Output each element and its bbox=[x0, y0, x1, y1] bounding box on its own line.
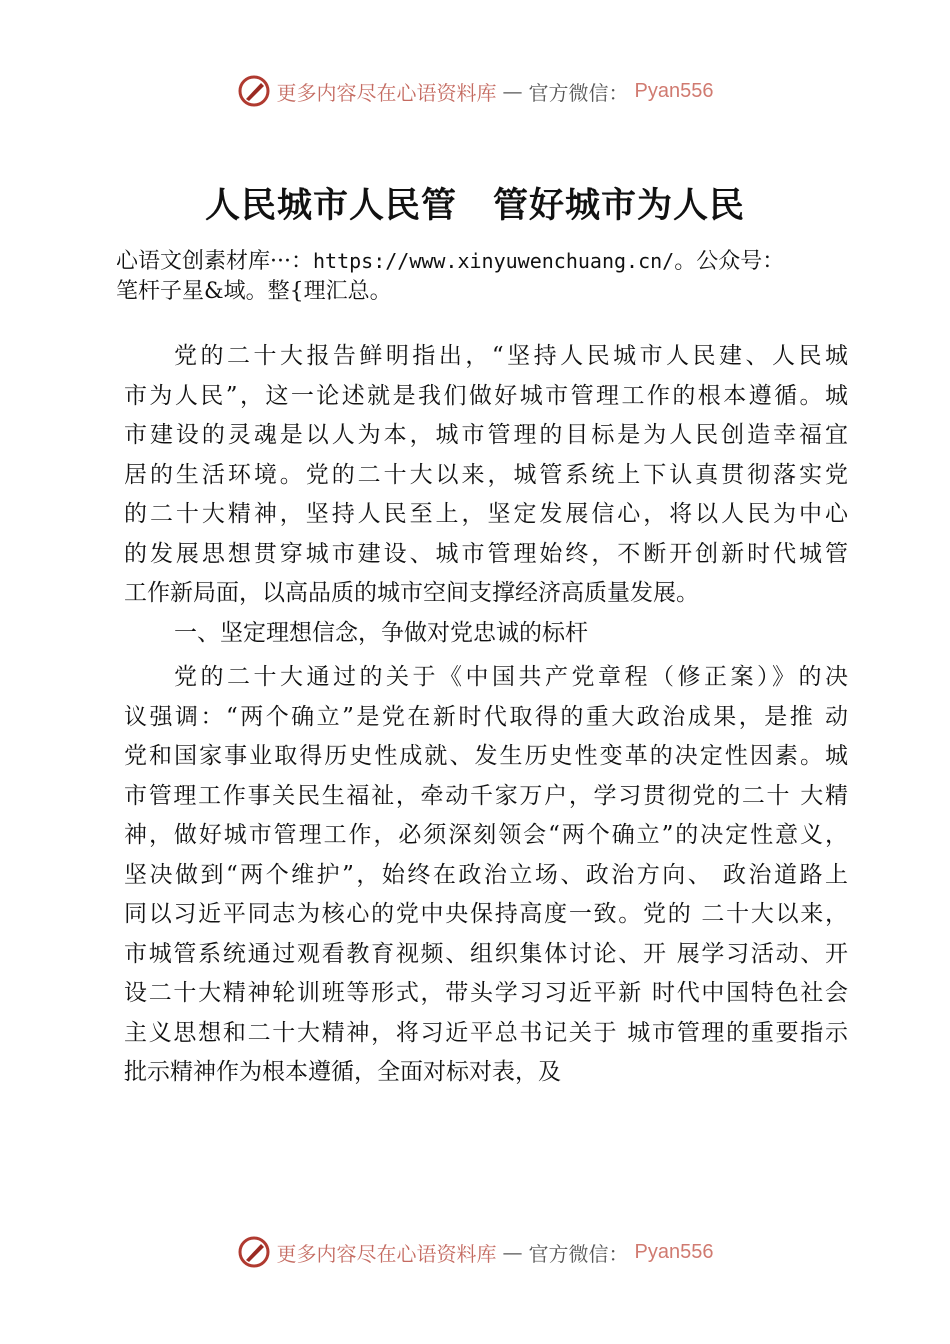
text-line: 的发展思想贯穿城市建设、城市管理始终，不断开创新时代城管 bbox=[124, 540, 848, 567]
banner-wechat-label: 官方微信： bbox=[528, 1241, 629, 1266]
text-line: 党的二十大通过的关于《中国共产党章程（修正案）》的决 bbox=[174, 664, 848, 690]
text-line: 市城管系统通过观看教育视频、组织集体讨论、开 展学习活动、开 bbox=[124, 940, 848, 967]
source-suffix: 。公众号： bbox=[674, 249, 785, 274]
banner-wechat-id: Pyan556 bbox=[634, 79, 714, 102]
source-url[interactable]: https://www.xinyuwenchuang.cn/ bbox=[312, 249, 675, 273]
paragraph-2 bbox=[124, 658, 848, 1093]
text-line: 坚决做到“两个维护”，始终在政治立场、政治方向、 政治道路上 bbox=[124, 861, 848, 888]
text-line: 居的生活环境。党的二十大以来，城管系统上下认真贯彻落实党 bbox=[124, 461, 848, 488]
banner-wechat-label: 官方微信： bbox=[528, 80, 629, 105]
banner-text: 更多内容尽在心语资料库 bbox=[276, 80, 497, 105]
text-line: 议强调：“两个确立”是党在新时代取得的重大政治成果，是推 动 bbox=[124, 703, 848, 730]
text-line: 工作新局面，以高品质的城市空间支撑经济高质量发展。 bbox=[124, 580, 699, 606]
text-line: 设二十大精神轮训班等形式，带头学习习近平新 时代中国特色社会 bbox=[124, 980, 848, 1006]
text-line: 党和国家事业取得历史性成就、发生历史性变革的决定性因素。城 bbox=[124, 743, 848, 769]
pen-logo-icon bbox=[237, 1235, 271, 1269]
source-note bbox=[116, 246, 846, 307]
text-line: 神，做好城市管理工作，必须深刻领会“两个确立”的决定性意义， bbox=[124, 822, 848, 848]
pen-logo-icon bbox=[237, 74, 271, 108]
header-watermark-banner bbox=[0, 74, 950, 108]
document-title: 人民城市人民管 管好城市为人民 bbox=[204, 185, 745, 226]
banner-dash: — bbox=[502, 79, 523, 103]
footer-watermark-banner bbox=[0, 1235, 950, 1269]
banner-wechat-id: Pyan556 bbox=[634, 1240, 714, 1263]
text-line: 市建设的灵魂是以人为本，城市管理的目标是为人民创造幸福宜 bbox=[124, 422, 848, 448]
banner-dash: — bbox=[502, 1240, 523, 1264]
text-line: 的二十大精神，坚持人民至上，坚定发展信心，将以人民为中心 bbox=[124, 501, 848, 527]
text-line: 市管理工作事关民生福祉，牵动千家万户，学习贯彻党的二十 大精 bbox=[124, 782, 848, 809]
section-heading: 一、坚定理想信念，争做对党忠诚的标杆 bbox=[174, 619, 588, 646]
paragraph-1 bbox=[124, 337, 848, 653]
text-line: 同以习近平同志为核心的党中央保持高度一致。党的 二十大以来， bbox=[124, 901, 848, 927]
text-line: 市为人民”，这一论述就是我们做好城市管理工作的根本遵循。城 bbox=[124, 382, 848, 409]
text-line: 党的二十大报告鲜明指出，“坚持人民城市人民建、人民城 bbox=[174, 343, 848, 369]
source-line2: 笔杆子星&域。整{理汇总。 bbox=[116, 279, 392, 304]
text-line: 主义思想和二十大精神，将习近平总书记关于 城市管理的重要指示 bbox=[124, 1019, 848, 1046]
text-line: 批示精神作为根本遵循，全面对标对表，及 bbox=[124, 1059, 561, 1085]
banner-text: 更多内容尽在心语资料库 bbox=[276, 1241, 497, 1266]
source-prefix: 心语文创素材库···： bbox=[116, 249, 313, 274]
